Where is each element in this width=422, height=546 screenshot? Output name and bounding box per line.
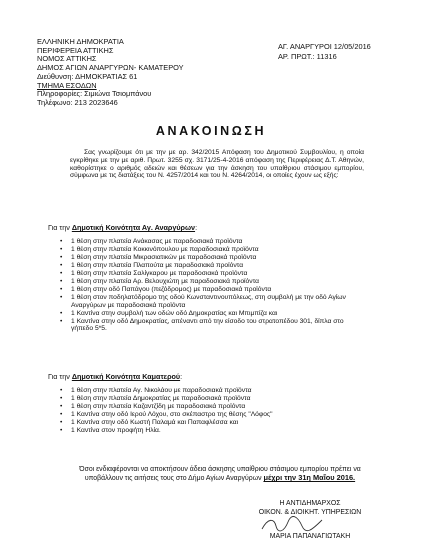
list-item: • 1 Καντίνα στην οδό Δημοκρατίας, απέναντι από την είσοδο του στρατοπέδου 301, δίπλα στο γήπεδο 5*5. [60, 318, 360, 334]
signatory-name: ΜΑΡΙΑ ΠΑΠΑΝΑΓΙΩΤΑΚΗ [269, 533, 351, 540]
list-item: • 1 θέση στην οδό Παπάγου (πεζόδρομος) με παραδοσιακά προϊόντα [60, 286, 360, 294]
group-heading-suffix: : [180, 372, 183, 381]
list-item: • 1 θέση στην πλατεία Ανάκασας με παραδοσιακά προϊόντα [60, 238, 360, 246]
document-date: ΑΓ. ΑΝΑΡΓΥΡΟΙ 12/05/2016 [278, 42, 371, 51]
list-item: • 1 θέση στην πλατεία Αρ. Βελουχιώτη με παραδοσιακά προϊόντα [60, 278, 360, 286]
reference-block [278, 42, 371, 61]
handwritten-signature [258, 514, 328, 534]
closing-text: Όσοι ενδιαφέρονται να αποκτήσουν άδεια άσκησης υπαίθριου στάσιμου εμπορίου πρέπει να υποβάλλουν τις αιτήσεις τους στο Δήμο Αγίων Αναργύρων [79, 466, 361, 483]
list-item: • 1 θέση στην πλατεία Σαλίγκαρου με παραδοσιακά προϊόντα [60, 270, 360, 278]
closing-paragraph [70, 466, 370, 483]
page-title: ΑΝΑΚΟΙΝΩΣΗ [155, 124, 267, 138]
group-heading [48, 372, 182, 381]
issuer-line: ΕΛΛΗΝΙΚΗ ΔΗΜΟΚΡΑΤΙΑ [37, 37, 124, 46]
group-heading-prefix: Για την [48, 223, 72, 232]
issuer-line: ΠΕΡΙΦΕΡΕΙΑ ΑΤΤΙΚΗΣ [37, 45, 114, 55]
group-heading-suffix: : [195, 223, 198, 232]
group-items-list [60, 238, 360, 333]
signatory-office: ΟΙΚΟΝ. & ΔΙΟΙΚΗΤ. ΥΠΗΡΕΣΙΩΝ [258, 509, 362, 516]
signatory-role: Η ΑΝΤΙΔΗΜΑΡΧΟΣ [279, 500, 341, 507]
list-item: • 1 θέση στον ποδηλατόδρομο της οδού Κωνσταντινουπόλεως, στη συμβολή με την οδό Αγίων Αναργύρων με παραδοσιακά προϊόντα [60, 294, 360, 310]
group-name: Δημοτική Κοινότητα Αγ. Αναργύρων [71, 223, 196, 232]
issuer-line: ΔΗΜΟΣ ΑΓΙΩΝ ΑΝΑΡΓΥΡΩΝ- ΚΑΜΑΤΕΡΟΥ [37, 63, 184, 73]
intro-paragraph: Σας γνωρίζουμε ότι με την με αρ. 342/2015 Απόφαση του Δημοτικού Συμβουλίου, η οποία εγκρίθηκε με την με αριθ. Πρωτ. 3255 σχ. 3171/25-4-2016 απόφαση της Περιφέρειας Δ.Τ. Αθηνών, καθορίστηκε ο αριθμός αδειών και θέσεων για την άσκηση του υπαίθριου στάσιμου εμπορίου, σύμφωνα με τις διατάξεις του Ν. 4257/2014 και του Ν. 4264/2014, οι οποίες έχουν ως εξής: [70, 149, 364, 180]
list-item: • 1 Καντίνα στην οδό Ιερού Λόχου, στο σκέπαστρο της θέσης "Λόφος" [60, 411, 360, 419]
issuer-address: Διεύθυνση: ΔΗΜΟΚΡΑΤΙΑΣ 61 [37, 71, 138, 81]
issuer-phone: Τηλέφωνο: 213 2023646 [37, 97, 118, 107]
list-item: • 1 Καντίνα στον προφήτη Ηλία. [60, 427, 360, 435]
deadline-text: μέχρι την 31η Μαΐου 2016. [263, 473, 356, 483]
list-item: • 1 θέση στην πλατεία Πλαπούτα με παραδοσιακά προϊόντα [60, 262, 360, 270]
issuer-contact: Πληροφορίες: Σιμιώνα Τσιομπάνου [37, 89, 152, 99]
group-heading [48, 223, 197, 232]
protocol-number: ΑΡ. ΠΡΩΤ.: 11316 [278, 51, 337, 61]
list-item: • 1 θέση στην πλατεία Αγ. Νικολάου με παραδοσιακά προϊόντα [60, 387, 360, 395]
group-name: Δημοτική Κοινότητα Καματερού [71, 372, 181, 381]
list-item: • 1 θέση στην πλατεία Δημοκρατίας με παραδοσιακά προϊόντα [60, 395, 360, 403]
list-item: • 1 Καντίνα στην οδό Κωστή Παλαμά και Παπαφλέσσα και [60, 419, 360, 427]
issuer-department: ΤΜΗΜΑ ΕΣΟΔΩΝ [37, 80, 97, 90]
group-heading-prefix: Για την [48, 372, 72, 381]
list-item: • 1 Καντίνα στην συμβολή των οδών οδό Δημοκρατίας και Μπιμπίζα και [60, 310, 360, 318]
list-item: • 1 θέση στην πλατεία Μικρασιατικών με παραδοσιακά προϊόντα [60, 254, 360, 262]
issuer-block [37, 38, 184, 108]
list-item: • 1 θέση στην πλατεία Κοκκινόπουλου με παραδοσιακά προϊόντα [60, 246, 360, 254]
list-item: • 1 θέση στην πλατεία Καζαντζίδη με παραδοσιακά προϊόντα [60, 403, 360, 411]
group-items-list [60, 387, 360, 435]
issuer-line: ΝΟΜΟΣ ΑΤΤΙΚΗΣ [37, 54, 97, 64]
